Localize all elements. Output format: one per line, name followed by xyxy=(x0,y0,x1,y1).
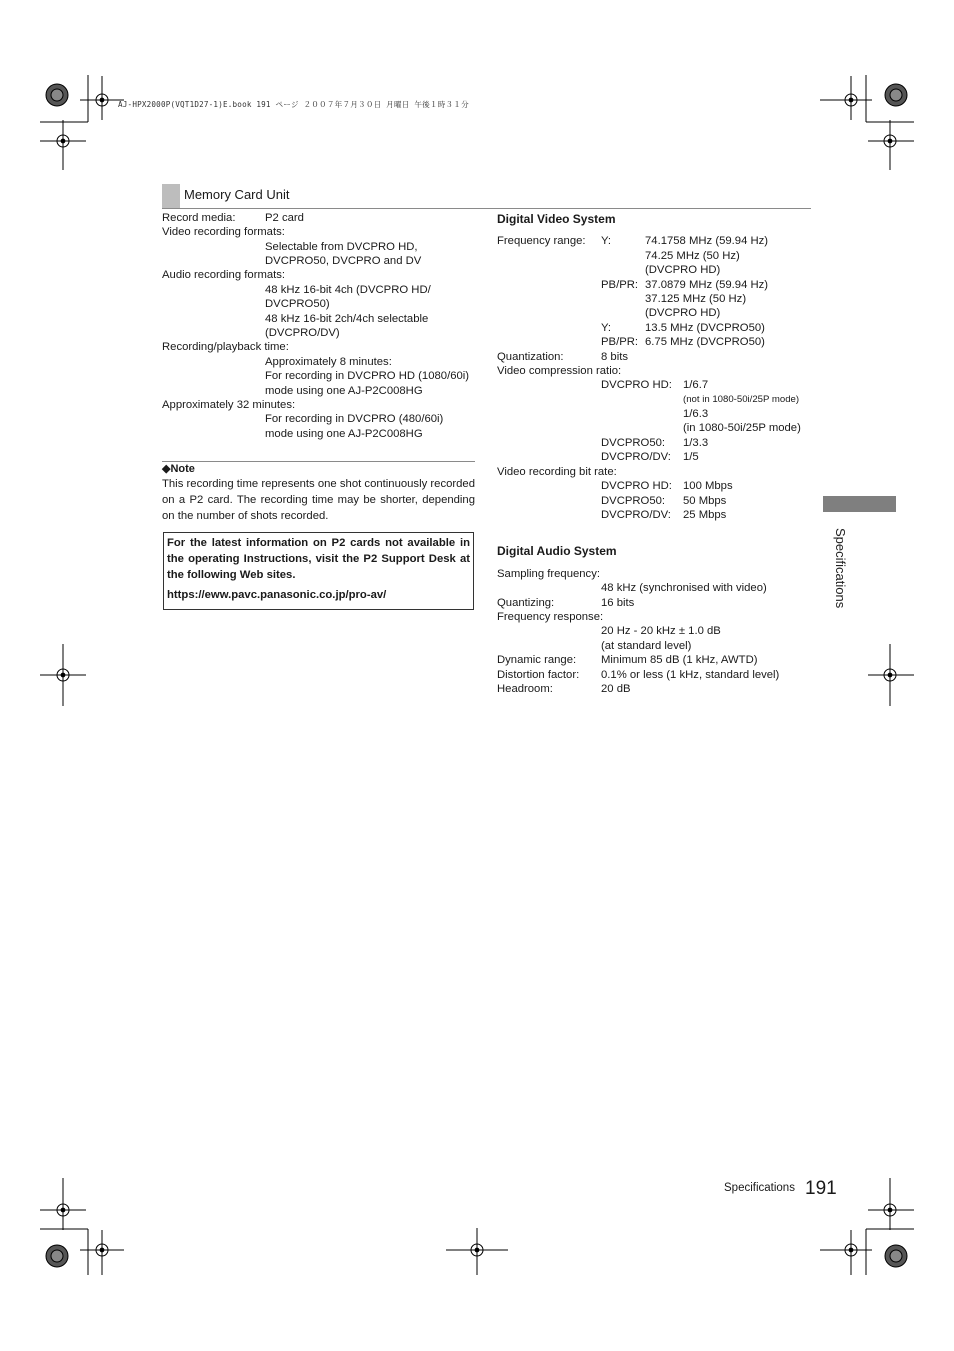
side-tab-label: Specifications xyxy=(833,528,848,609)
spec-value: (at standard level) xyxy=(601,640,692,652)
spec-sublabel: DVCPRO HD: xyxy=(601,480,672,492)
spec-sublabel: Y: xyxy=(601,235,612,247)
spec-sublabel: PB/PR: xyxy=(601,336,639,348)
spec-sublabel: DVCPRO/DV: xyxy=(601,509,671,521)
spec-value: mode using one AJ-P2C008HG xyxy=(265,428,423,440)
spec-value: DVCPRO50) xyxy=(265,298,330,310)
spec-value-note: (in 1080-50i/25P mode) xyxy=(683,422,801,434)
spec-value: Approximately 8 minutes: xyxy=(265,356,392,368)
spec-label: Video recording formats: xyxy=(162,226,285,238)
spec-value: DVCPRO50, DVCPRO and DV xyxy=(265,255,422,267)
footer-label: Specifications xyxy=(724,1182,795,1194)
spec-value: 37.0879 MHz (59.94 Hz) xyxy=(645,279,769,291)
spec-value: For recording in DVCPRO HD (1080/60i) xyxy=(265,370,470,382)
info-box xyxy=(163,532,474,610)
spec-value: P2 card xyxy=(265,212,304,224)
spec-value: 1/6.3 xyxy=(683,408,709,420)
spec-value: Minimum 85 dB (1 kHz, AWTD) xyxy=(601,654,758,666)
spec-value: 48 kHz 16-bit 4ch (DVCPRO HD/ xyxy=(265,284,431,296)
section-bar xyxy=(162,184,180,208)
spec-sublabel: DVCPRO50: xyxy=(601,437,666,449)
header-line: AJ-HPX2000P(VQT1D27-1)E.book 191 ページ ２００７年７月３０日 月曜日 午後１時３１分 xyxy=(118,100,469,109)
spec-value: For recording in DVCPRO (480/60i) xyxy=(265,413,444,425)
spec-value: (DVCPRO HD) xyxy=(645,264,721,276)
page-number: 191 xyxy=(805,1178,837,1199)
note-heading: ◆Note xyxy=(162,463,195,475)
section-rule xyxy=(162,208,811,209)
spec-value: 0.1% or less (1 kHz, standard level) xyxy=(601,669,780,681)
spec-label: Quantization: xyxy=(497,351,564,363)
note-rule xyxy=(162,461,475,462)
info-text: For the latest information on P2 cards not available in the operating Instructions, visit the P2 Support Desk at the following Web sites. xyxy=(167,537,470,581)
spec-sublabel: DVCPRO50: xyxy=(601,495,666,507)
spec-label: Record media: xyxy=(162,212,236,224)
spec-value: 1/3.3 xyxy=(683,437,709,449)
spec-label: Dynamic range: xyxy=(497,654,577,666)
spec-value: 8 bits xyxy=(601,351,629,363)
spec-label: Video recording bit rate: xyxy=(497,466,617,478)
spec-label: Audio recording formats: xyxy=(162,269,286,281)
spec-sublabel: DVCPRO/DV: xyxy=(601,451,671,463)
spec-sublabel: PB/PR: xyxy=(601,279,639,291)
spec-value: mode using one AJ-P2C008HG xyxy=(265,385,423,397)
spec-label: Frequency range: xyxy=(497,235,586,247)
spec-value: Selectable from DVCPRO HD, xyxy=(265,241,418,253)
spec-label: Recording/playback time: xyxy=(162,341,289,353)
spec-value: 37.125 MHz (50 Hz) xyxy=(645,293,747,305)
spec-value: 74.1758 MHz (59.94 Hz) xyxy=(645,235,769,247)
spec-value: 1/5 xyxy=(683,451,699,463)
spec-value: 48 kHz 16-bit 2ch/4ch selectable xyxy=(265,313,429,325)
audio-title: Digital Audio System xyxy=(497,544,617,558)
spec-label: Frequency response: xyxy=(497,611,604,623)
video-title: Digital Video System xyxy=(497,212,616,226)
spec-value: 48 kHz (synchronised with video) xyxy=(601,582,767,594)
spec-value: 100 Mbps xyxy=(683,480,733,492)
spec-label: Video compression ratio: xyxy=(497,365,622,377)
spec-value: 25 Mbps xyxy=(683,509,727,521)
spec-value: 16 bits xyxy=(601,597,635,609)
spec-label: Distortion factor: xyxy=(497,669,580,681)
spec-value: 13.5 MHz (DVCPRO50) xyxy=(645,322,765,334)
spec-label: Quantizing: xyxy=(497,597,555,609)
spec-label: Sampling frequency: xyxy=(497,568,600,580)
spec-label: Headroom: xyxy=(497,683,553,695)
spec-value: 74.25 MHz (50 Hz) xyxy=(645,250,740,262)
spec-sublabel: Y: xyxy=(601,322,612,334)
spec-value: 20 Hz - 20 kHz ± 1.0 dB xyxy=(601,625,721,637)
spec-label: Approximately 32 minutes: xyxy=(162,399,296,411)
spec-sublabel: DVCPRO HD: xyxy=(601,379,672,391)
spec-value: (DVCPRO HD) xyxy=(645,307,721,319)
section-title: Memory Card Unit xyxy=(184,187,290,202)
spec-value: 6.75 MHz (DVCPRO50) xyxy=(645,336,765,348)
spec-value-note: (not in 1080-50i/25P mode) xyxy=(683,394,800,405)
support-url-link[interactable]: https://eww.pavc.panasonic.co.jp/pro-av/ xyxy=(167,589,387,601)
spec-value: 1/6.7 xyxy=(683,379,709,391)
spec-value: 20 dB xyxy=(601,683,631,695)
note-body: This recording time represents one shot continuously recorded on a P2 card. The recording time may be shorter, depending on the number of shots recorded. xyxy=(162,478,475,522)
spec-value: 50 Mbps xyxy=(683,495,727,507)
spec-value: (DVCPRO/DV) xyxy=(265,327,340,339)
side-tab xyxy=(823,496,896,512)
